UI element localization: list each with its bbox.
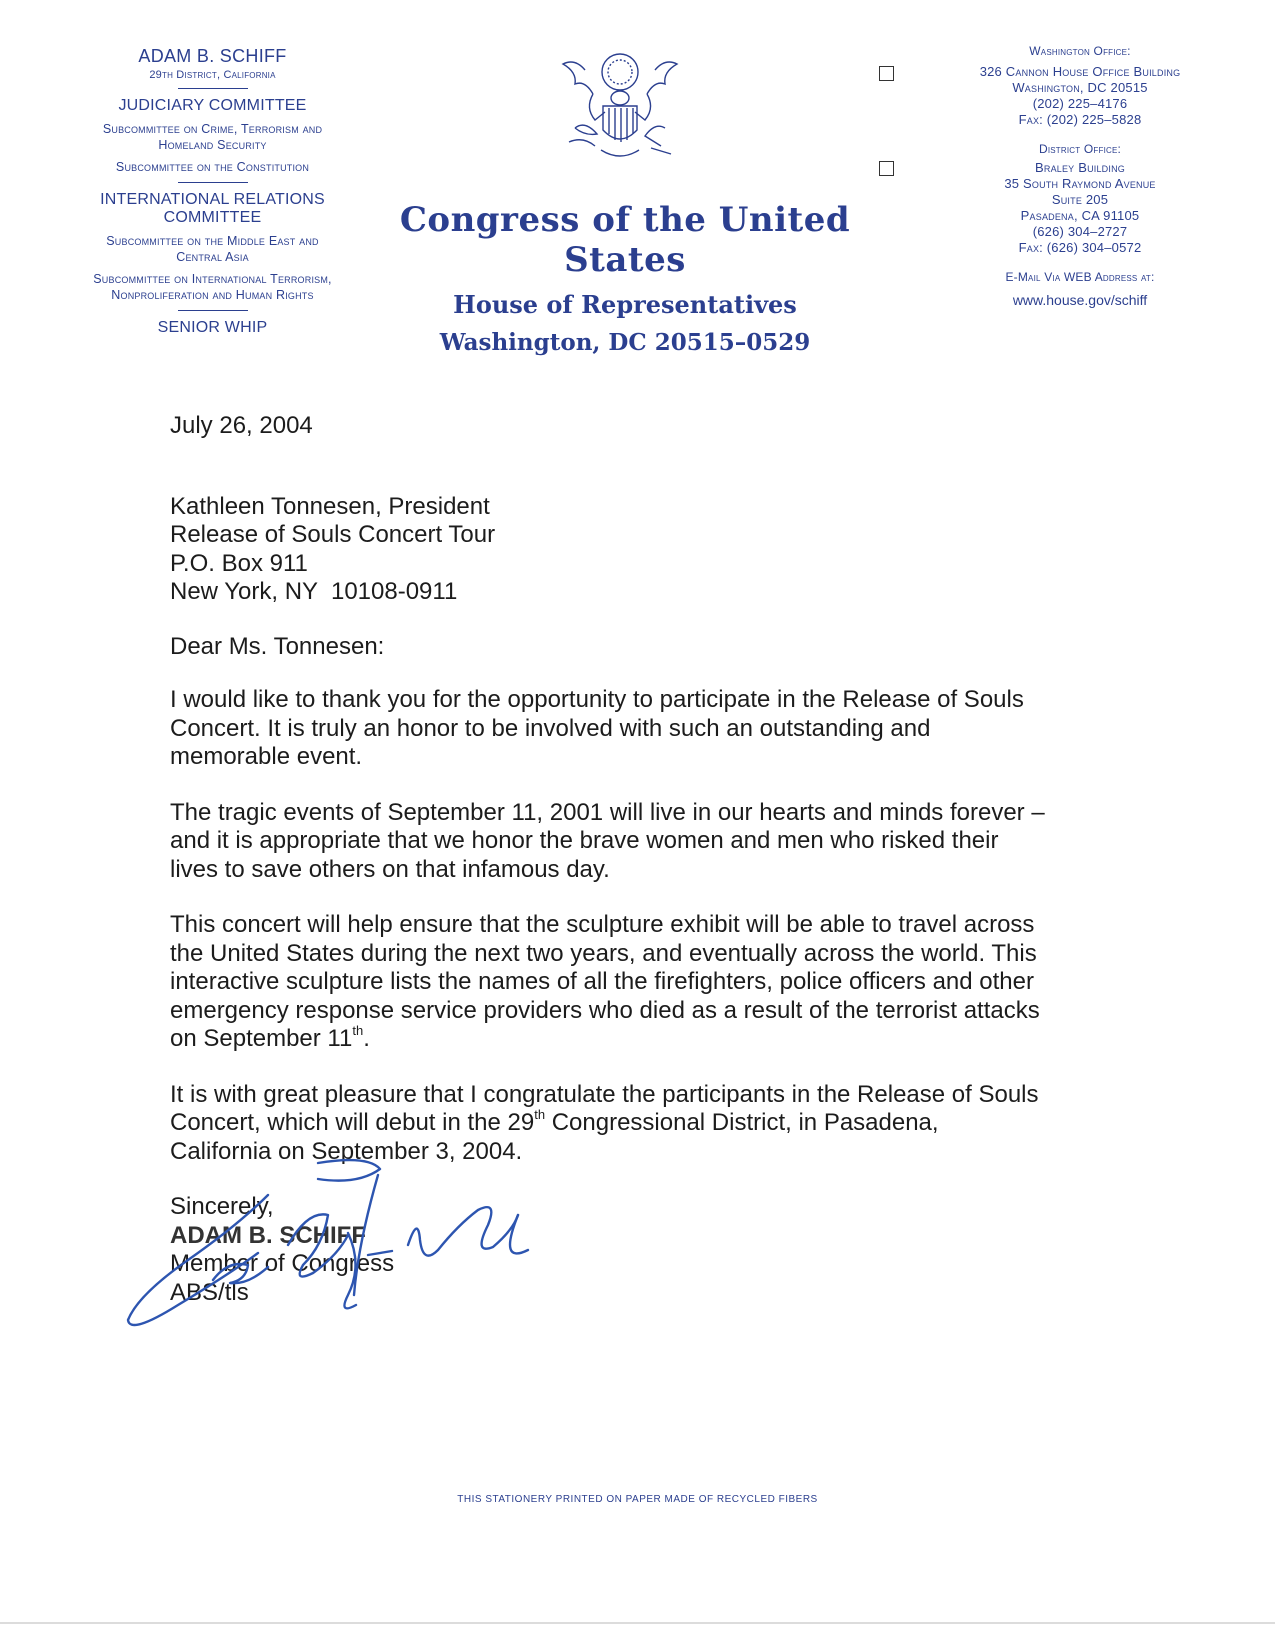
page-edge-divider	[0, 1622, 1275, 1624]
district-address-line2: 35 South Raymond Avenue	[1004, 176, 1156, 191]
divider	[178, 182, 248, 183]
committee-judiciary: JUDICIARY COMMITTEE	[118, 97, 307, 114]
divider	[178, 88, 248, 89]
subcommittee-terrorism	[40, 271, 385, 303]
district-fax: Fax: (626) 304–0572	[1018, 240, 1142, 255]
committee2-line1: INTERNATIONAL RELATIONS	[100, 191, 325, 208]
district-address-line1: Braley Building	[1035, 160, 1125, 175]
subcommittee-constitution: Subcommittee on the Constitution	[115, 160, 310, 174]
paragraph-4-text: It is with great pleasure that I congratulate the participants in the Release of Souls Concert, which will debut in the 29	[170, 1080, 1039, 1136]
signer-title: Member of Congress	[170, 1250, 395, 1277]
handwritten-signature	[118, 1155, 548, 1345]
member-name: ADAM B. SCHIFF	[138, 46, 287, 66]
district-phone: (626) 304–2727	[1032, 224, 1128, 239]
washington-address: Washington, DC 20515–0529	[439, 329, 811, 356]
recipient-line2: Release of Souls Concert Tour	[170, 521, 496, 548]
email-heading: E-Mail Via WEB Address at:	[1005, 270, 1155, 284]
paragraph-3-text: This concert will help ensure that the sculpture exhibit will be able to travel across the United States during the next two years, and eventually across the world. This interactive sculpture lists the names of all the firefighters, police officers and other emergency response service providers who died as a result of the terrorist attacks on September 11	[170, 911, 1040, 1052]
subcommittee-terrorism-line2: Nonproliferation and Human Rights	[111, 288, 314, 302]
recipient-address	[170, 493, 1080, 607]
subcommittee-middle-east-line1: Subcommittee on the Middle East and	[106, 234, 319, 248]
district-address-line4: Pasadena, CA 91105	[1020, 208, 1140, 223]
subcommittee-crime-line1: Subcommittee on Crime, Terrorism and	[102, 122, 323, 136]
subcommittee-middle-east	[40, 233, 385, 265]
salutation: Dear Ms. Tonnesen:	[170, 632, 385, 660]
paragraph-4	[170, 1081, 1040, 1167]
superscript: th	[352, 1023, 364, 1038]
web-address-link[interactable]: www.house.gov/schiff	[1012, 292, 1148, 308]
subcommittee-crime	[40, 121, 385, 153]
district-office-heading: District Office:	[1038, 142, 1122, 156]
closing: Sincerely,	[170, 1193, 274, 1220]
washington-office-checkbox[interactable]	[879, 66, 894, 81]
house-of-representatives: House of Representatives	[453, 290, 797, 319]
member-district: 29th District, California	[149, 69, 276, 81]
senior-whip-role: SENIOR WHIP	[157, 319, 268, 336]
congress-title: Congress of the United States	[399, 200, 851, 280]
dc-phone: (202) 225–4176	[1032, 96, 1128, 111]
washington-office-heading: Washington Office:	[1029, 44, 1131, 58]
great-seal-eagle-icon	[555, 50, 685, 168]
subcommittee-terrorism-line1: Subcommittee on International Terrorism,	[93, 272, 332, 286]
paragraph-2: The tragic events of September 11, 2001 will live in our hearts and minds forever – and it is appropriate that we honor the brave women and men who risked their lives to save others on that infamous day.	[170, 798, 1045, 883]
district-office-checkbox[interactable]	[879, 161, 894, 176]
recipient-line1: Kathleen Tonnesen, President	[170, 492, 490, 520]
letterhead-title-block	[360, 200, 890, 356]
committee-international-relations	[40, 191, 385, 227]
recycled-paper-footer: THIS STATIONERY PRINTED ON PAPER MADE OF RECYCLED FIBERS	[457, 1494, 818, 1505]
divider	[178, 310, 248, 311]
dc-address-line2: Washington, DC 20515	[1012, 80, 1148, 95]
subcommittee-crime-line2: Homeland Security	[158, 138, 267, 152]
paragraph-3-end: .	[363, 1025, 370, 1052]
subcommittee-middle-east-line2: Central Asia	[176, 250, 249, 264]
letterhead-right-column	[940, 44, 1220, 308]
typist-initials: ABS/tls	[170, 1278, 249, 1306]
recipient-line3: P.O. Box 911	[170, 549, 308, 577]
letterhead-left-column	[40, 46, 385, 337]
district-address-line3: Suite 205	[1051, 192, 1109, 207]
letter-date: July 26, 2004	[170, 412, 313, 439]
dc-fax: Fax: (202) 225–5828	[1018, 112, 1142, 127]
paragraph-1: I would like to thank you for the opportunity to participate in the Release of Souls Concert. It is truly an honor to be involved with such an outstanding and memorable event.	[170, 686, 1024, 770]
signer-name: ADAM B. SCHIFF	[170, 1221, 366, 1249]
dc-address-line1: 326 Cannon House Office Building	[979, 64, 1181, 79]
recipient-line4: New York, NY 10108-0911	[170, 578, 458, 605]
paragraph-4-end: Congressional District, in Pasadena, California on September 3, 2004.	[170, 1109, 939, 1165]
superscript: th	[534, 1107, 546, 1122]
paragraph-3	[170, 911, 1040, 1054]
committee2-line2: COMMITTEE	[163, 209, 262, 226]
